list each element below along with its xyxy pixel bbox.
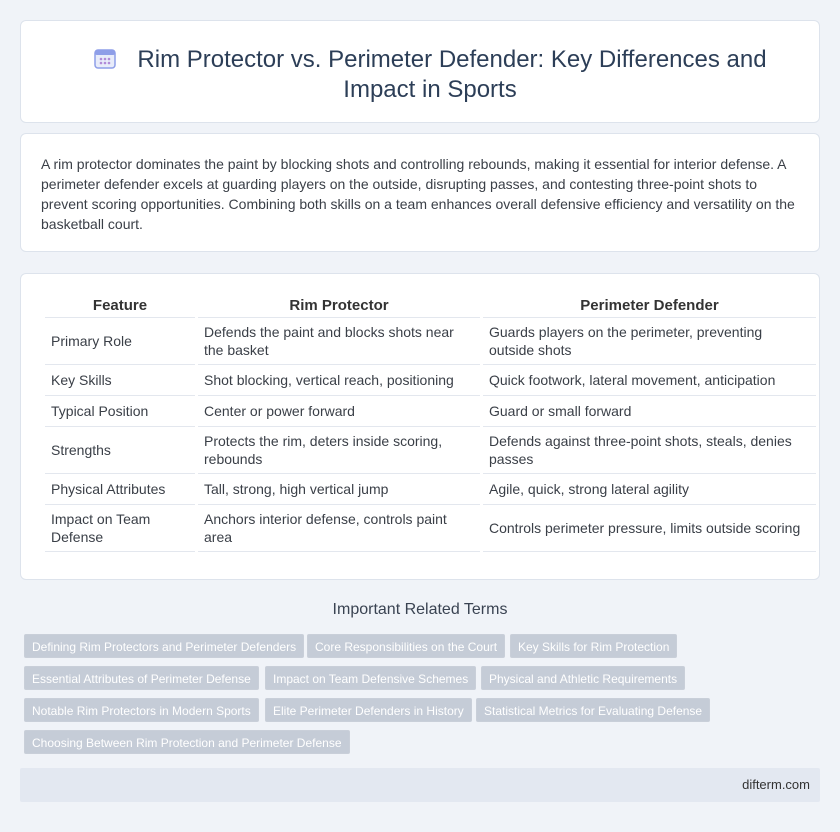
table-cell: Impact on Team Defense [45, 505, 195, 552]
related-tag[interactable]: Choosing Between Rim Protection and Perimeter Defense [24, 730, 350, 754]
table-cell: Tall, strong, high vertical jump [198, 474, 480, 505]
calendar-icon [93, 46, 117, 70]
table-header-row [45, 296, 816, 318]
related-tag[interactable]: Statistical Metrics for Evaluating Defense [476, 698, 710, 722]
header-feature: Feature [45, 296, 195, 318]
table-cell: Anchors interior defense, controls paint area [198, 505, 480, 552]
table-cell: Protects the rim, deters inside scoring, rebounds [198, 427, 480, 474]
table-cell: Quick footwork, lateral movement, anticipation [483, 365, 816, 396]
table-row [45, 396, 816, 427]
comparison-card [20, 273, 820, 580]
header-perimeter-defender: Perimeter Defender [483, 296, 816, 318]
related-tag[interactable]: Core Responsibilities on the Court [307, 634, 505, 658]
table-cell: Guards players on the perimeter, preventing outside shots [483, 318, 816, 365]
related-tag[interactable]: Physical and Athletic Requirements [481, 666, 685, 690]
related-tag[interactable]: Defining Rim Protectors and Perimeter Defenders [24, 634, 304, 658]
table-cell: Key Skills [45, 365, 195, 396]
table-cell: Defends against three-point shots, steals, denies passes [483, 427, 816, 474]
table-row [45, 427, 816, 474]
site-name[interactable]: difterm.com [742, 777, 810, 792]
related-tag[interactable]: Impact on Team Defensive Schemes [265, 666, 476, 690]
related-terms-title: Important Related Terms [332, 601, 508, 618]
footer [20, 768, 820, 802]
related-tag[interactable]: Elite Perimeter Defenders in History [265, 698, 472, 722]
title-card [20, 20, 820, 123]
related-tag[interactable]: Notable Rim Protectors in Modern Sports [24, 698, 259, 722]
table-row [45, 474, 816, 505]
table-cell: Strengths [45, 427, 195, 474]
table-cell: Primary Role [45, 318, 195, 365]
table-row [45, 318, 816, 365]
related-tag[interactable]: Essential Attributes of Perimeter Defense [24, 666, 259, 690]
intro-paragraph: A rim protector dominates the paint by blocking shots and controlling rebounds, making it essential for interior defense. A perimeter defender excels at guarding players on the outside, disrupting passes, and contesting three-point shots to prevent scoring opportunities. Combining both skills on a team enhances overall defensive efficiency and versatility on the basketball court. [41, 156, 795, 232]
intro-card [20, 133, 820, 252]
comparison-table [42, 296, 819, 552]
header-rim-protector: Rim Protector [198, 296, 480, 318]
table-cell: Controls perimeter pressure, limits outside scoring [483, 505, 816, 552]
table-cell: Physical Attributes [45, 474, 195, 505]
table-cell: Center or power forward [198, 396, 480, 427]
table-cell: Guard or small forward [483, 396, 816, 427]
related-tag[interactable]: Key Skills for Rim Protection [510, 634, 677, 658]
table-cell: Typical Position [45, 396, 195, 427]
page-title: Rim Protector vs. Perimeter Defender: Key Differences and Impact in Sports [137, 46, 767, 103]
table-row [45, 505, 816, 552]
table-cell: Agile, quick, strong lateral agility [483, 474, 816, 505]
page-title-wrap [61, 45, 799, 105]
table-cell: Shot blocking, vertical reach, positioning [198, 365, 480, 396]
table-cell: Defends the paint and blocks shots near the basket [198, 318, 480, 365]
table-row [45, 365, 816, 396]
